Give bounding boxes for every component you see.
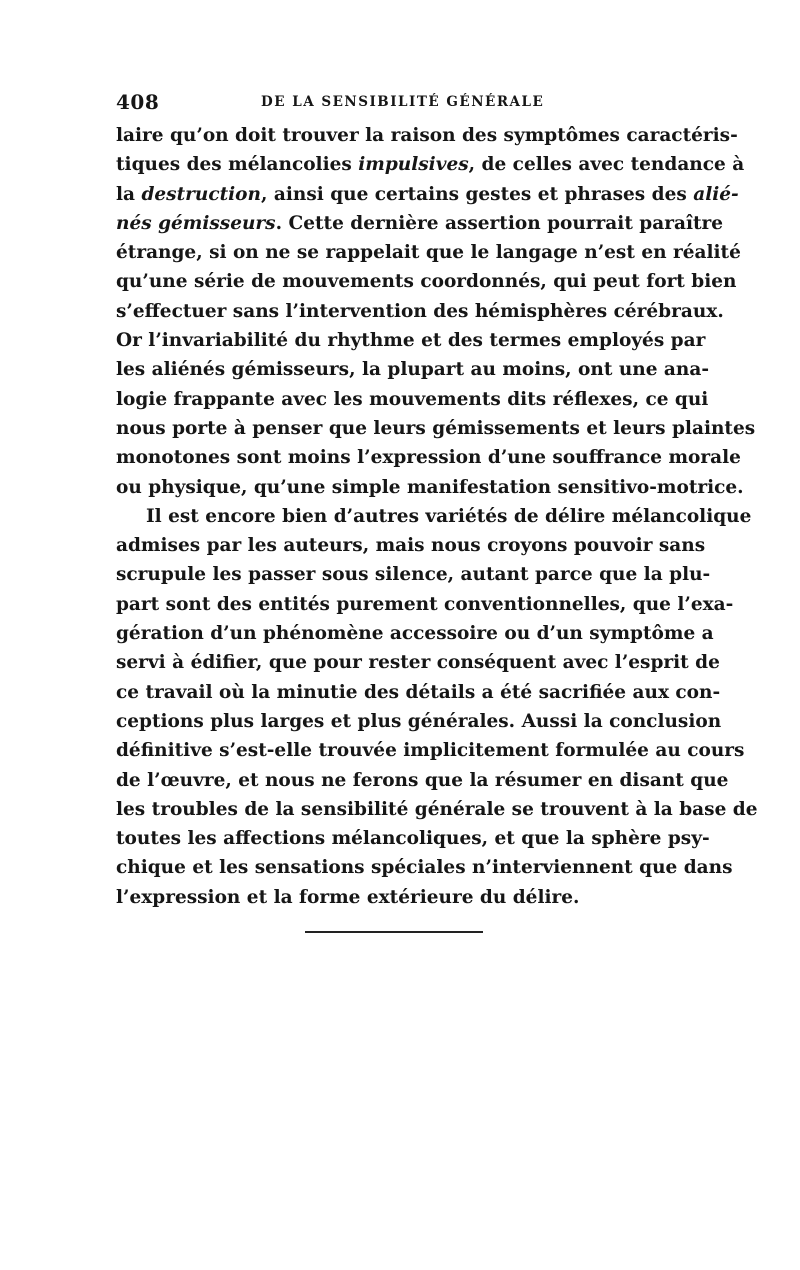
text-line [116, 531, 706, 560]
text-line [116, 795, 758, 824]
text-run: gération d’un phénomène accessoire ou d’un symptôme a [116, 623, 714, 645]
text-run: logie frappante avec les mouvements dits réflexes, ce qui [116, 388, 709, 410]
text-run: , de celles avec tendance à [468, 154, 745, 176]
text-line [116, 648, 720, 677]
text-run: tiques des mélancolies [116, 154, 359, 176]
text-run: chique et les sensations spéciales n’interviennent que dans [116, 857, 733, 879]
text-line [116, 297, 724, 326]
end-of-chapter-rule [305, 931, 483, 933]
text-line [116, 678, 721, 707]
text-run: part sont des entités purement conventionnelles, que l’exa- [116, 593, 734, 615]
italic-text: alié- [693, 183, 739, 205]
running-title: DE LA SENSIBILITÉ GÉNÉRALE [261, 94, 545, 110]
text-run: servi à édifier, que pour rester conséquent avec l’esprit de [116, 652, 720, 674]
text-line [116, 707, 722, 736]
text-run: s’effectuer sans l’intervention des hémisphères cérébraux. [116, 300, 724, 322]
running-header [116, 90, 680, 114]
text-run: laire qu’on doit trouver la raison des symptômes caractéris- [116, 125, 738, 146]
text-run: nous porte à penser que leurs gémissements et leurs plaintes [116, 417, 756, 439]
text-run: scrupule les passer sous silence, autant parce que la plu- [116, 564, 711, 586]
italic-text: nés gémisseurs [116, 212, 276, 234]
text-run: les troubles de la sensibilité générale se trouvent à la base de [116, 798, 758, 820]
text-run: . Cette dernière assertion pourrait paraître [275, 212, 724, 234]
text-run: ce travail où la minutie des détails a été sacrifiée aux con- [116, 681, 721, 703]
page-number: 408 [116, 90, 160, 114]
text-run: monotones sont moins l’expression d’une souffrance morale [116, 447, 741, 469]
text-line [116, 414, 756, 443]
text-run: Or l’invariabilité du rhythme et des termes employés par [116, 330, 706, 352]
text-line [116, 473, 744, 502]
text-line [116, 766, 729, 795]
text-line [116, 355, 710, 384]
text-line [116, 502, 752, 531]
text-run: ou physique, qu’une simple manifestation sensitivo-motrice. [116, 476, 744, 498]
italic-text: destruction [141, 183, 261, 205]
text-line [116, 180, 739, 209]
text-line [116, 267, 737, 296]
italic-text: impulsives [358, 154, 469, 176]
text-run: Il est encore bien d’autres variétés de délire mélancolique [146, 505, 752, 527]
text-line [116, 326, 706, 355]
text-line [116, 853, 733, 882]
text-line [116, 560, 711, 589]
body-text [116, 121, 758, 912]
text-line [116, 824, 710, 853]
text-line [116, 883, 680, 912]
text-run: , ainsi que certains gestes et phrases des [260, 183, 694, 205]
text-line [116, 209, 724, 238]
text-run: admises par les auteurs, mais nous croyons pouvoir sans [116, 535, 706, 557]
text-line [116, 385, 709, 414]
text-run: définitive s’est-elle trouvée implicitement formulée au cours [116, 740, 745, 762]
text-run: l’expression et la forme extérieure du délire. [116, 886, 580, 908]
text-run: les aliénés gémisseurs, la plupart au moins, ont une ana- [116, 359, 710, 381]
text-line [116, 619, 714, 648]
text-line [116, 443, 741, 472]
text-run: étrange, si on ne se rappelait que le langage n’est en réalité [116, 242, 741, 264]
text-run: qu’une série de mouvements coordonnés, qui peut fort bien [116, 271, 737, 293]
text-run: ceptions plus larges et plus générales. Aussi la conclusion [116, 710, 722, 732]
text-run: de l’œuvre, et nous ne ferons que la résumer en disant que [116, 769, 729, 791]
text-line [116, 150, 745, 179]
text-line [116, 238, 741, 267]
text-line [116, 736, 745, 765]
text-run: la [116, 183, 142, 205]
text-line [116, 590, 734, 619]
text-run: toutes les affections mélancoliques, et que la sphère psy- [116, 828, 710, 850]
text-line [116, 121, 738, 150]
